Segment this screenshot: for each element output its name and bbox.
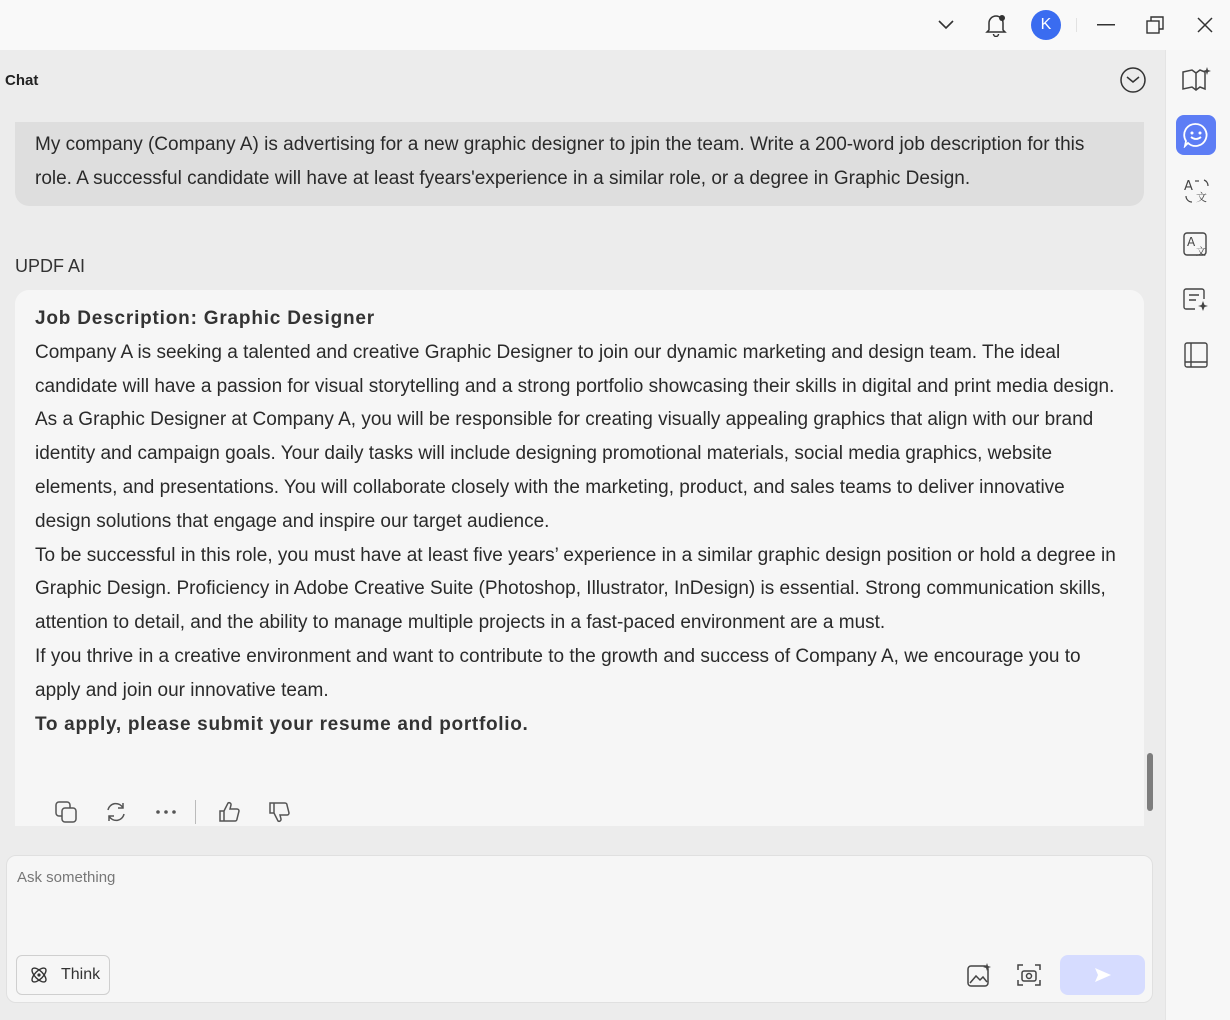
ai-response-closing: To apply, please submit your resume and portfolio. xyxy=(35,713,529,735)
bell-icon[interactable] xyxy=(980,0,1012,50)
think-button[interactable] xyxy=(16,955,110,995)
svg-text:A: A xyxy=(1184,179,1193,194)
ai-response-heading: Job Description: Graphic Designer xyxy=(35,308,375,329)
chevron-down-icon[interactable] xyxy=(930,0,962,50)
ai-response xyxy=(15,290,1144,826)
ai-paragraph: Company A is seeking a talented and creative Graphic Designer to join our dynamic marketing and design team. The ideal candidate will have a passion for visual storytelling and a strong portfolio showcasing their skills in digital and print media design. xyxy=(35,341,1115,397)
thumbs-up-icon[interactable] xyxy=(204,796,254,828)
regenerate-icon[interactable] xyxy=(91,796,141,828)
ai-paragraph: As a Graphic Designer at Company A, you will be responsible for creating visually appealing graphics that align with our brand identity and campaign goals. Your daily tasks will include designing promotional materials, social media graphics, website elements, and presentations. You will collaborate closely with the marketing, product, and sales teams to deliver innovative design solutions that engage and inspire our target audience. xyxy=(35,409,1094,532)
history-icon[interactable] xyxy=(1119,66,1147,94)
right-toolbar xyxy=(1165,50,1230,1020)
response-actions xyxy=(41,796,304,828)
chat-panel xyxy=(0,50,1165,1020)
book-sparkle-icon[interactable] xyxy=(1176,60,1216,100)
chat-input-box[interactable] xyxy=(6,855,1153,1003)
atom-icon xyxy=(29,965,49,985)
user-message xyxy=(15,122,1144,206)
more-icon[interactable] xyxy=(141,796,191,828)
translate-icon[interactable] xyxy=(1176,170,1216,210)
titlebar-divider xyxy=(1076,18,1077,32)
reader-icon[interactable] xyxy=(1176,335,1216,375)
svg-text:A: A xyxy=(1187,235,1196,249)
chat-title: Chat xyxy=(5,72,39,89)
ai-assistant-icon[interactable] xyxy=(1176,115,1216,155)
summarize-icon[interactable] xyxy=(1176,280,1216,320)
restore-icon[interactable] xyxy=(1139,0,1171,50)
user-message-text: My company (Company A) is advertising for a new graphic designer to jpin the team. Write a 200-word job description for this role. A successful candidate will have at least fyears'experience in a similar role, or a degree in Graphic Design. xyxy=(35,134,1085,189)
svg-text:文: 文 xyxy=(1196,191,1207,204)
close-icon[interactable] xyxy=(1189,0,1221,50)
screenshot-icon[interactable] xyxy=(1013,959,1045,991)
send-icon xyxy=(1094,967,1112,983)
avatar[interactable] xyxy=(1031,10,1061,40)
thumbs-down-icon[interactable] xyxy=(254,796,304,828)
think-label: Think xyxy=(61,966,101,983)
svg-text:文: 文 xyxy=(1196,247,1206,258)
translate-box-icon[interactable] xyxy=(1176,225,1216,265)
copy-icon[interactable] xyxy=(41,796,91,828)
ai-paragraph: If you thrive in a creative environment and want to contribute to the growth and success of Company A, we encourage you to apply and join our innovative team. xyxy=(35,645,1081,701)
minimize-icon[interactable] xyxy=(1090,0,1122,50)
title-bar xyxy=(0,0,1230,50)
image-upload-icon[interactable] xyxy=(963,959,995,991)
actions-divider xyxy=(195,800,196,824)
ai-paragraph: To be successful in this role, you must have at least five years’ experience in a similar graphic design position or hold a degree in Graphic Design. Proficiency in Adobe Creative Suite (Photoshop, Illustrator, InDesign) is essential. Strong communication skills, attention to detail, and the ability to manage multiple projects in a fast-paced environment are a must. xyxy=(35,544,1116,634)
scrollbar-thumb[interactable] xyxy=(1147,753,1153,811)
send-button[interactable] xyxy=(1060,955,1145,995)
ai-label: UPDF AI xyxy=(15,256,86,276)
chat-input-placeholder[interactable]: Ask something xyxy=(17,869,116,886)
avatar-initial: K xyxy=(1040,16,1052,33)
